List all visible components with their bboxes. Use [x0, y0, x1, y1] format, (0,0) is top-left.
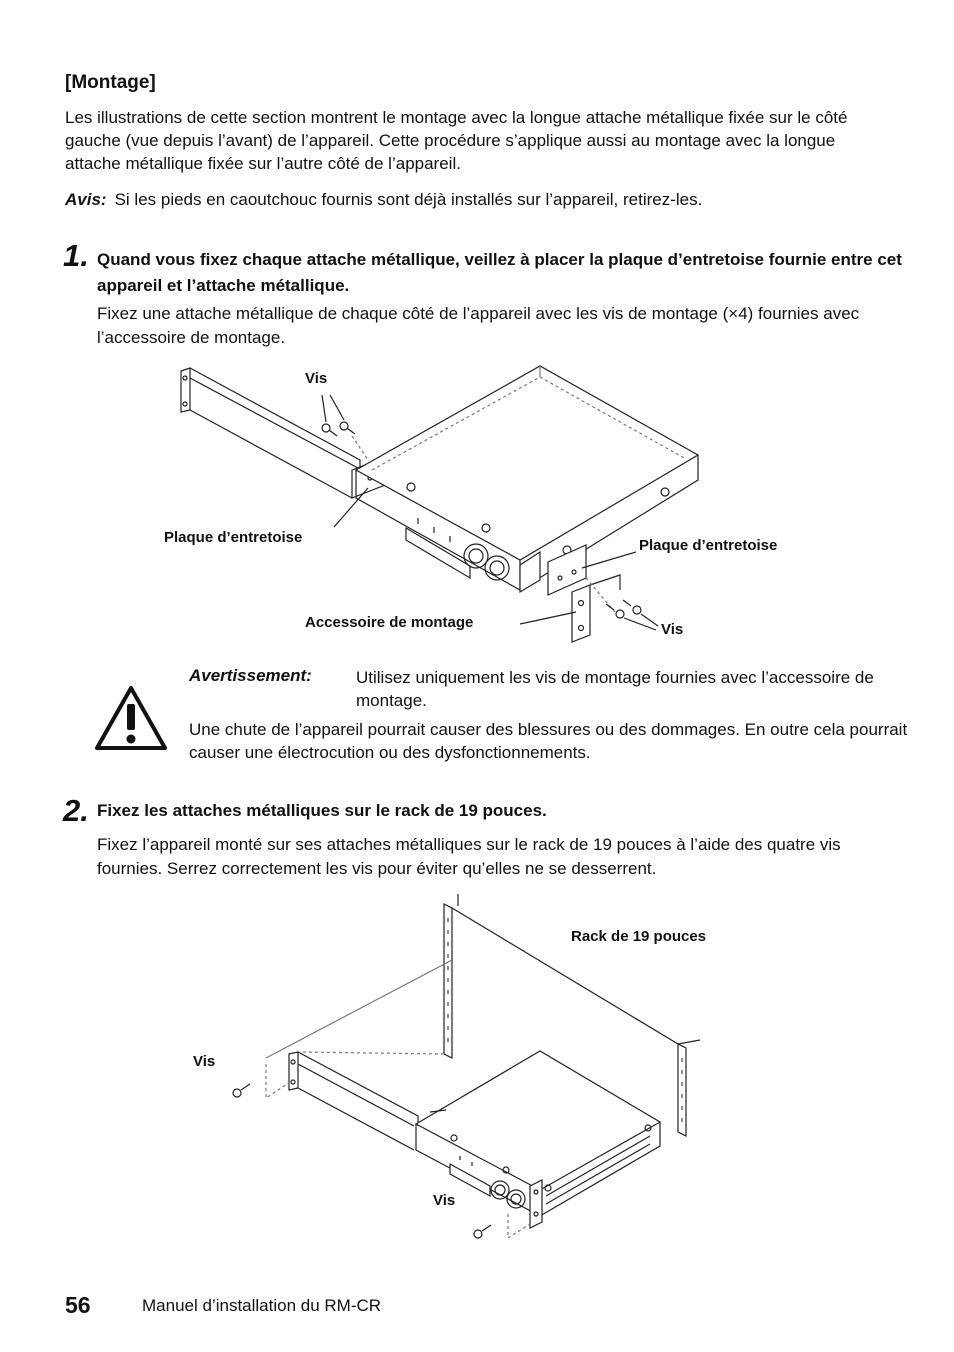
step-1-body: Fixez une attache métallique de chaque côté de l’appareil avec les vis de montage (×4) fournies avec l’accessoire de montage.: [97, 304, 860, 347]
step-2-heading: Fixez les attaches métalliques sur le rack de 19 pouces.: [97, 801, 547, 820]
label-vis-left-2: Vis: [193, 1053, 216, 1070]
label-rack: Rack de 19 pouces: [571, 928, 707, 945]
label-accessoire: Accessoire de montage: [305, 614, 474, 631]
section-title: [Montage]: [65, 72, 156, 93]
label-plaque-left: Plaque d’entretoise: [164, 529, 303, 546]
notice-label: Avis:: [65, 190, 107, 209]
warning-label: Avertissement:: [189, 666, 312, 685]
warning-text: Utilisez uniquement les vis de montage fournies avec l’accessoire de montage.: [356, 668, 874, 710]
warning-body: Une chute de l’appareil pourrait causer des blessures ou des dommages. En outre cela pourrait causer une électrocution ou des dysfonctionnements.: [189, 720, 908, 762]
step-2-number: 2.: [63, 793, 89, 828]
long-bracket-2: [289, 1052, 418, 1150]
intro-paragraph: Les illustrations de cette section montrent le montage avec la longue attache métallique fixée sur le côté gauche (vue depuis l’avant) de l’appareil. Cette procédure s’applique aussi au montage avec la longue attache métallique fixée sur l’autre côté de l’appareil.: [65, 108, 848, 173]
step-1-number: 1.: [63, 238, 89, 273]
step-2-body: Fixez l’appareil monté sur ses attaches métalliques sur le rack de 19 pouces à l’aide des quatre vis fournies. Serrez correctement les vis pour éviter qu’elles ne se desserrent.: [97, 835, 841, 878]
label-vis-bottom-2: Vis: [433, 1192, 456, 1209]
label-plaque-right: Plaque d’entretoise: [639, 537, 778, 554]
footer-title: Manuel d’installation du RM-CR: [142, 1296, 382, 1315]
page-number: 56: [65, 1292, 91, 1318]
notice-text: Si les pieds en caoutchouc fournis sont déjà installés sur l’appareil, retirez-les.: [114, 190, 703, 209]
step-1-heading: Quand vous fixez chaque attache métallique, veillez à placer la plaque d’entretoise fournie entre cet appareil et l’attache métallique.: [97, 250, 902, 295]
label-vis-bottom: Vis: [661, 621, 684, 638]
label-vis-top: Vis: [305, 370, 328, 387]
